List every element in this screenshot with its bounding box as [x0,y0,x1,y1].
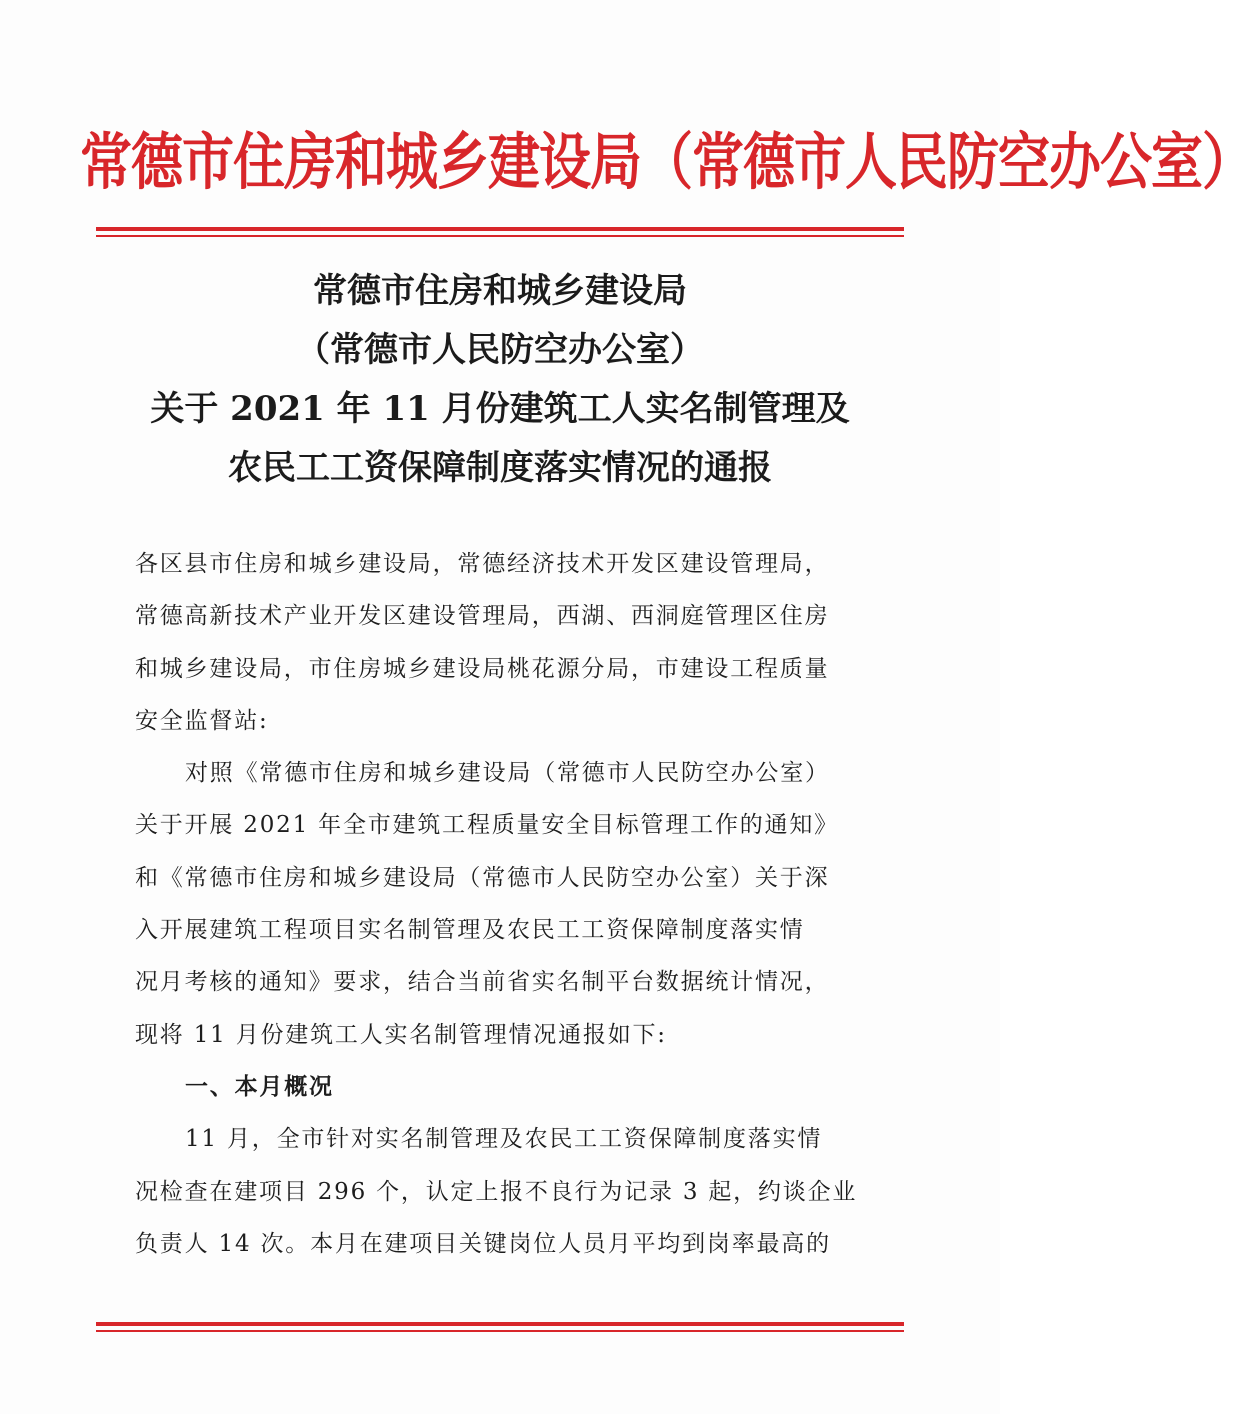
title-line-4: 农民工工资保障制度落实情况的通报 [228,448,772,488]
section-1-line: 11 月，全市针对实名制管理及农民工工资保障制度落实情 [185,1126,823,1153]
intro-line: 和《常德市住房和城乡建设局（常德市人民防空办公室）关于深 [135,864,830,891]
letterhead-rule-thin [96,235,904,237]
footer-rule-thin [96,1330,904,1332]
intro-paragraph [135,747,870,1061]
letterhead-title: 常德市住房和城乡建设局（常德市人民防空办公室） [80,127,1253,199]
recipients-line: 各区县市住房和城乡建设局，常德经济技术开发区建设管理局， [135,551,830,577]
recipients-line: 常德高新技术产业开发区建设管理局，西湖、西洞庭管理区住房 [135,603,830,630]
section-1-heading: 一、本月概况 [185,1073,334,1100]
letterhead-rule-thick [96,227,904,231]
intro-line: 现将 11 月份建筑工人实名制管理情况通报如下: [135,1021,667,1048]
section-1-line: 况检查在建项目 296 个，认定上报不良行为记录 3 起，约谈企业 [135,1178,858,1205]
document-title [100,262,900,498]
title-line-2: （常德市人民防空办公室） [296,330,704,370]
intro-line: 对照《常德市住房和城乡建设局（常德市人民防空办公室） [185,760,830,787]
document-body [135,538,870,1270]
section-1-line: 负责人 14 次。本月在建项目关键岗位人员月平均到岗率最高的 [135,1230,831,1257]
section-1 [135,1061,870,1270]
footer-rule-thick [96,1322,904,1326]
title-line-3: 关于 2021 年 11 月份建筑工人实名制管理及 [150,389,850,429]
intro-line: 关于开展 2021 年全市建筑工程质量安全目标管理工作的通知》 [135,812,839,839]
intro-line: 况月考核的通知》要求，结合当前省实名制平台数据统计情况， [135,969,830,996]
recipients-line: 和城乡建设局，市住房城乡建设局桃花源分局，市建设工程质量 [135,655,830,682]
intro-line: 入开展建筑工程项目实名制管理及农民工工资保障制度落实情 [135,917,805,944]
title-line-1: 常德市住房和城乡建设局 [313,271,687,311]
recipients-line: 安全监督站: [135,707,269,734]
recipients-block [135,538,870,747]
